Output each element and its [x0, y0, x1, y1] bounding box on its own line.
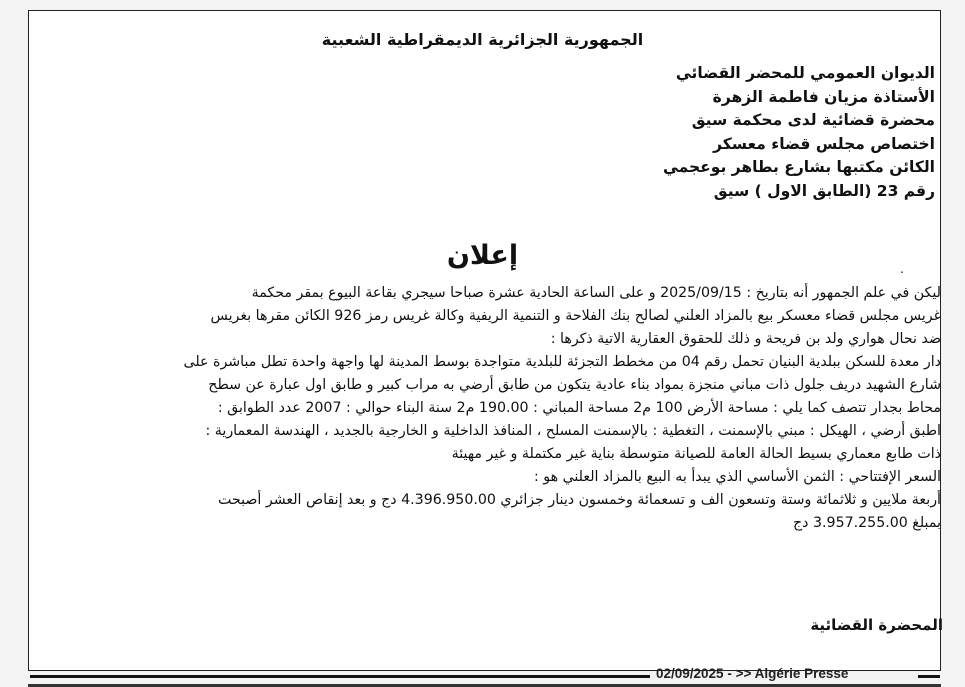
- body-line: ضد نحال هواري ولد بن فريحة و ذلك للحقوق العقارية الاتية ذكرها :: [550, 331, 941, 347]
- announcement-title: إعلان: [446, 240, 519, 271]
- body-line: اطبق أرضي ، الهيكل : مبني بالإسمنت ، التغطية : بالإسمنت المسلح ، المنافذ الداخلية و الخارجية بالجديد ، الهندسة المعمارية :: [205, 423, 941, 439]
- body-line: شارع الشهيد دريف جلول ذات مباني منجزة بمواد بناء عادية يتكون من طابق أرضي به مراب كبير و طابق اول عبارة عن سطح: [208, 377, 941, 393]
- body-line: غريس مجلس قضاء معسكر بيع بالمزاد العلني لصالح بنك الفلاحة و التنمية الريفية وكالة غريس رمز 926 الكائن مقرها بغريس: [210, 308, 941, 324]
- footer-rule-left: [30, 675, 650, 678]
- republic-heading: الجمهورية الجزائرية الديمقراطية الشعبية: [321, 30, 644, 49]
- body-line: بمبلغ 3.957.255.00 دج: [793, 515, 941, 531]
- body-line: ذات طابع معماري بسيط الحالة العامة للصيانة متوسطة بناية غير مكتملة و غير مهيئة: [451, 446, 941, 462]
- office-line: الكائن مكتبها بشارع بطاهر بوعجمي: [662, 158, 935, 177]
- announcement-body: [77, 282, 941, 535]
- office-line: اختصاص مجلس قضاء معسكر: [713, 134, 935, 153]
- office-line: الديوان العمومي للمحضر القضائي: [675, 64, 935, 82]
- signature: المحضرة القضائية: [810, 616, 943, 634]
- office-header: [495, 62, 935, 204]
- body-line: ليكن في علم الجمهور أنه بتاريخ : 2025/09/15 و على الساعة الحادية عشرة صباحا سيجري بقاعة البيوع بمقر محكمة: [251, 285, 941, 301]
- body-line: السعر الإفتتاحي : الثمن الأساسي الذي يبدأ به البيع بالمزاد العلني هو :: [533, 469, 941, 485]
- footer-rule-right: [918, 675, 940, 678]
- office-line: محضرة قضائية لدى محكمة سيق: [691, 111, 935, 130]
- office-line: الأستاذة مزيان فاطمة الزهرة: [712, 87, 935, 106]
- footer-source: 02/09/2025 - >> Algérie Presse: [656, 666, 849, 681]
- office-line: رقم 23 (الطابق الاول ) سيق: [713, 181, 935, 200]
- stray-dot: .: [900, 262, 904, 276]
- body-line: محاط بجدار تتصف كما يلي : مساحة الأرض 100 م2 مساحة المباني : 190.00 م2 سنة البناء حوالي : 2007 عدد الطوابق :: [217, 400, 941, 416]
- body-line: دار معدة للسكن ببلدية البنيان تحمل رقم 04 من مخطط التجزئة للبلدية متواجدة بوسط المدينة لها واجهة واحدة تطل مباشرة على: [183, 354, 941, 370]
- body-line: أربعة ملايين و ثلاثمائة وستة وتسعون الف و تسعمائة وخمسون دينار جزائري 4.396.950.00 دج و بعد إنقاص العشر أصبحت: [218, 492, 941, 508]
